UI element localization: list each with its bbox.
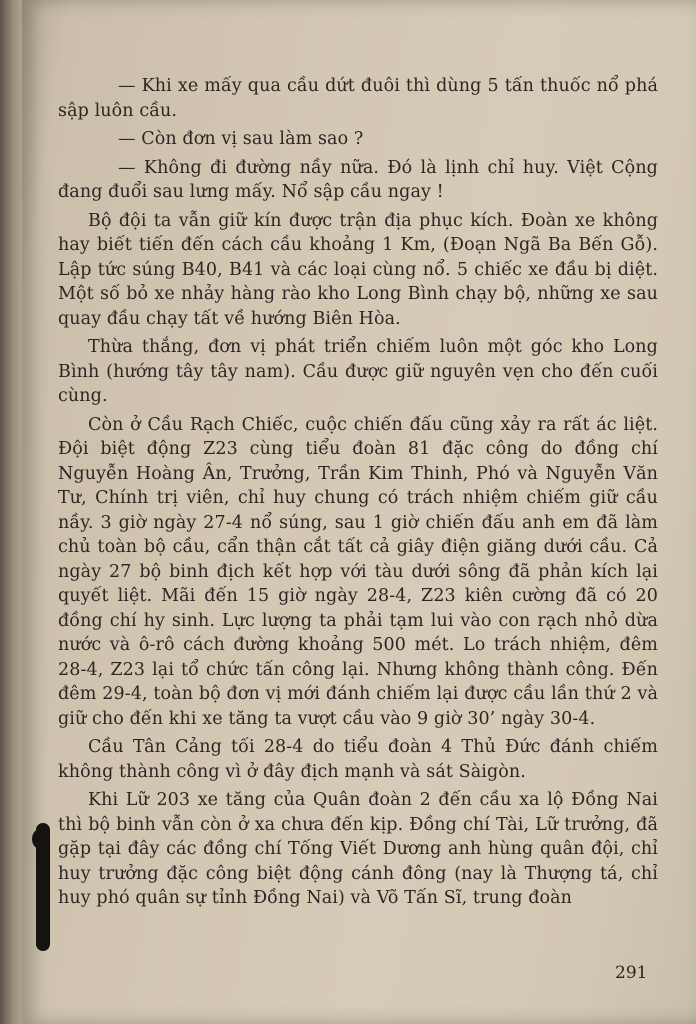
page-number: 291: [615, 963, 648, 983]
paragraph-5: Thừa thắng, đơn vị phát triển chiếm luôn một góc kho Long Bình (hướng tây tây nam). Cầu được giữ nguyên vẹn cho đến cuối cùng.: [58, 337, 658, 406]
paragraph-8: Khi Lữ 203 xe tăng của Quân đoàn 2 đến cầu xa lộ Đồng Nai thì bộ binh vẫn còn ở xa chưa đến kịp. Đồng chí Tài, Lữ trưởng, đã gặp tại đây các đồng chí Tống Viết Dương anh hùng quân đội, chỉ huy trưởng đặc công biệt động cánh đông (nay là Thượng tá, chỉ huy phó quân sự tỉnh Đồng Nai) và Võ Tấn Sĩ, trung đoàn: [58, 790, 658, 908]
paragraph-1: — Khi xe mấy qua cầu dứt đuôi thì dùng 5 tấn thuốc nổ phá sập luôn cầu.: [58, 76, 658, 121]
paragraph-6: Còn ở Cầu Rạch Chiếc, cuộc chiến đấu cũng xảy ra rất ác liệt. Đội biệt động Z23 cùng tiểu đoàn 81 đặc công do đồng chí Nguyễn Hoàng Ân, Trưởng, Trần Kim Thinh, Phó và Nguyễn Văn Tư, Chính trị viên, chỉ huy chung có trách nhiệm chiếm giữ cầu nầy. 3 giờ ngày 27-4 nổ súng, sau 1 giờ chiến đấu anh em đã làm chủ toàn bộ cầu, cẩn thận cắt tất cả giây điện giăng dưới cầu. Cả ngày 27 bộ binh địch kết hợp với tàu dưới sông đã phản kích lại quyết liệt. Mãi đến 15 giờ ngày 28-4, Z23 kiên cường đã có 20 đồng chí hy sinh. Lực lượng ta phải tạm lui vào con rạch nhỏ dừa nước và ô-rô cách đường khoảng 500 mét. Lo trách nhiệm, đêm 28-4, Z23 lại tổ chức tấn công lại. Nhưng không thành công. Đến đêm 29-4, toàn bộ đơn vị mới đánh chiếm lại được cầu lần thứ 2 và giữ cho đến khi xe tăng ta vượt cầu vào 9 giờ 30’ ngày 30-4.: [58, 414, 658, 729]
paragraph-7: Cầu Tân Cảng tối 28-4 do tiểu đoàn 4 Thủ Đức đánh chiếm không thành công vì ở đây địch mạnh và sát Sàigòn.: [58, 737, 658, 782]
paragraph-2: — Còn đơn vị sau làm sao ?: [118, 129, 364, 149]
paragraph-3: — Không đi đường nầy nữa. Đó là lịnh chỉ huy. Việt Cộng đang đuổi sau lưng mấy. Nổ sập cầu ngay !: [58, 157, 658, 202]
page-text: [58, 74, 658, 915]
book-spine-edge: [0, 0, 24, 1024]
ink-marker-blot: [32, 829, 48, 849]
paragraph-4: Bộ đội ta vẫn giữ kín được trận địa phục kích. Đoàn xe không hay biết tiến đến cách cầu khoảng 1 Km, (Đoạn Ngã Ba Bến Gỗ). Lập tức súng B40, B41 và các loại cùng nổ. 5 chiếc xe đầu bị diệt. Một số bỏ xe nhảy hàng rào kho Long Bình chạy bộ, những xe sau quay đầu chạy tất về hướng Biên Hòa.: [58, 210, 658, 329]
